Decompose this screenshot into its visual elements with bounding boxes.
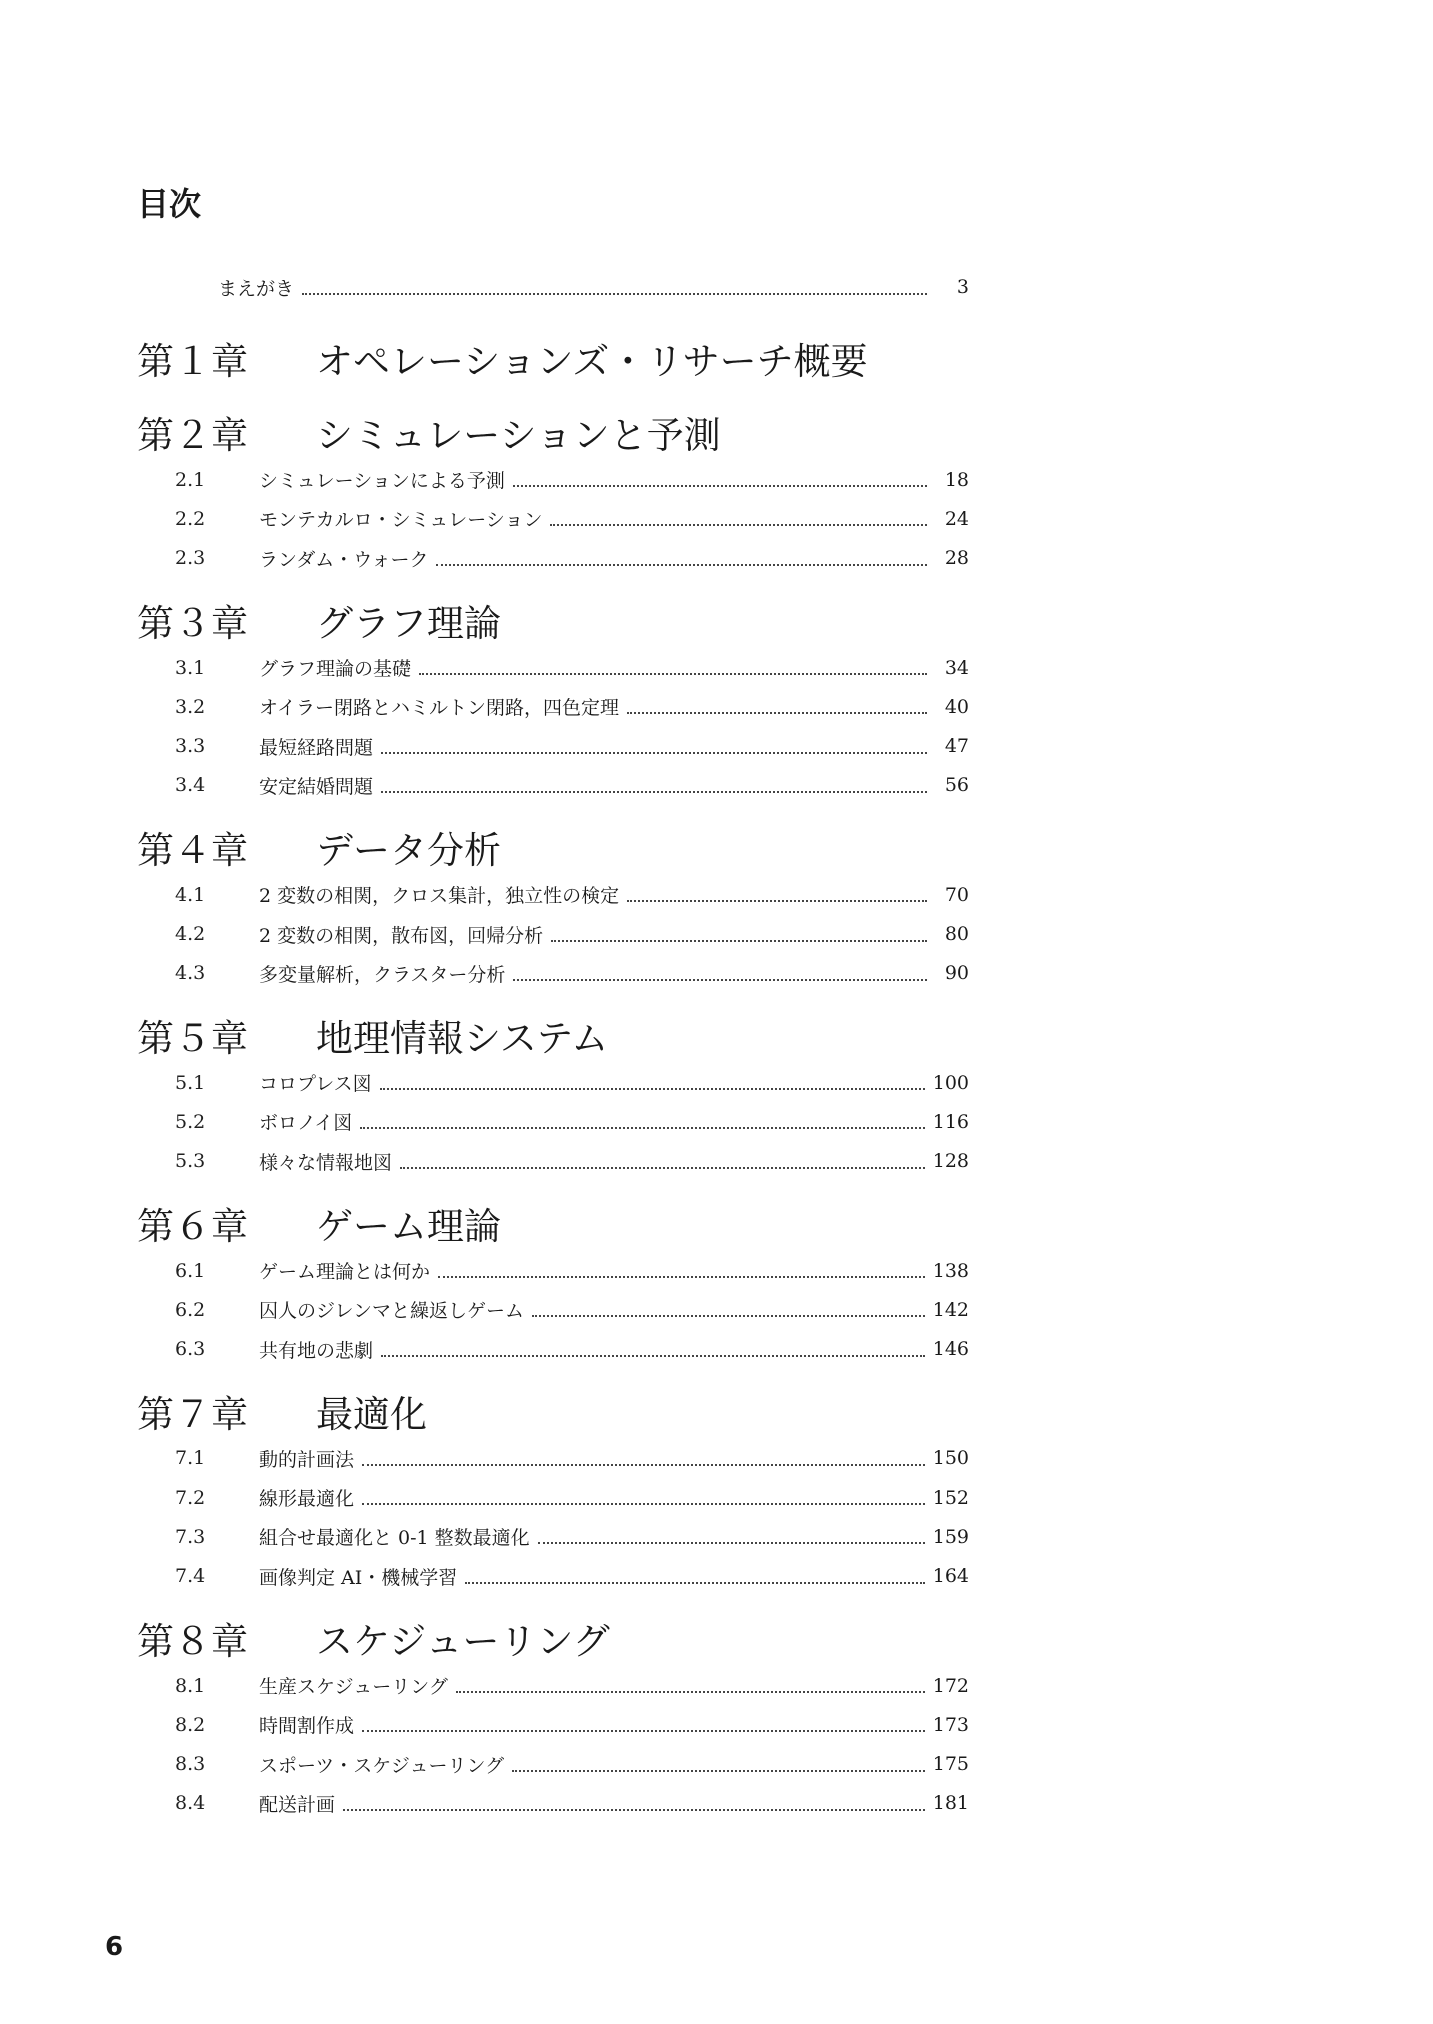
section-number: 5.2 [175,1110,206,1133]
chapter-block [137,1195,969,1369]
chapter-block [137,819,969,993]
section-number: 2.3 [175,547,206,570]
dot-leader [551,939,927,942]
section-number: 2.2 [175,507,206,530]
page-number: 28 [944,547,969,570]
chapter-heading[interactable] [137,1007,969,1063]
page-number: 47 [944,735,969,758]
section-title: 組合せ最適化と 0-1 整数最適化 [259,1527,530,1550]
toc-section-entry[interactable] [137,914,969,953]
section-title: ランダム・ウォーク [259,548,429,571]
section-number: 8.2 [175,1713,206,1736]
page-number: 159 [932,1525,969,1548]
toc-section-entry[interactable] [137,1063,969,1102]
page-number: 40 [944,695,969,718]
chapter-heading[interactable] [137,592,969,648]
section-title: ゲーム理論とは何か [259,1261,431,1283]
section-title: オイラー閉路とハミルトン閉路，四色定理 [259,697,620,720]
section-number: 7.1 [175,1447,206,1470]
page-number: 18 [944,468,969,491]
toc-section-entry[interactable] [137,499,969,538]
section-number: 2.1 [175,468,206,491]
dot-leader [400,1166,925,1169]
dot-leader [512,1769,925,1772]
section-number: 3.4 [175,774,206,797]
chapter-title: ゲーム理論 [316,1204,501,1248]
section-title: 生産スケジューリング [259,1676,448,1699]
section-title: 共有地の悲劇 [259,1339,374,1362]
chapter-number: 第５章 [137,1016,248,1060]
section-number: 8.4 [175,1792,206,1815]
section-number: 4.2 [175,923,206,946]
toc-section-entry[interactable] [137,726,969,765]
toc-section-entry[interactable] [137,1290,969,1329]
page-number: 80 [944,923,969,946]
chapter-title: データ分析 [316,829,501,873]
page-number: 56 [944,774,969,797]
toc-section-entry[interactable] [137,1439,969,1478]
page-number: 175 [932,1753,969,1776]
toc-section-entry[interactable] [137,539,969,578]
chapter-block [137,1610,969,1823]
page-number: 34 [944,656,969,679]
section-number: 5.3 [175,1150,206,1173]
section-number: 7.2 [175,1486,206,1509]
page-number: 116 [932,1110,969,1133]
dot-leader [381,1354,925,1357]
section-number: 4.1 [175,883,206,906]
section-title: 線形最適化 [259,1488,355,1511]
page-number: 138 [932,1259,969,1282]
section-number: 6.2 [175,1298,206,1321]
toc-section-entry[interactable] [137,1745,969,1784]
page-number: 90 [944,962,969,985]
chapter-heading[interactable] [137,330,969,386]
dot-leader [456,1690,925,1693]
chapter-title: 地理情報システム [316,1016,609,1060]
toc-section-entry[interactable] [137,1102,969,1141]
page-number: 181 [932,1792,969,1815]
toc-section-entry[interactable] [137,1251,969,1290]
dot-leader [380,1087,925,1090]
section-title: モンテカルロ・シミュレーション [259,509,543,532]
toc-section-entry[interactable] [137,1517,969,1556]
dot-leader [513,978,927,981]
section-title: スポーツ・スケジューリング [259,1754,505,1777]
dot-leader [532,1314,925,1317]
section-title: ボロノイ図 [259,1112,353,1135]
toc-section-entry[interactable] [137,954,969,993]
toc-section-entry[interactable] [137,766,969,805]
page-number: 100 [932,1071,969,1094]
toc-section-entry[interactable] [137,687,969,726]
chapter-number: 第８章 [137,1619,248,1663]
dot-leader [360,1126,924,1129]
section-title: 時間割作成 [259,1715,355,1738]
toc-section-entry[interactable] [137,1478,969,1517]
chapter-heading[interactable] [137,1610,969,1666]
dot-leader [343,1808,925,1811]
chapter-title: スケジューリング [316,1619,610,1663]
chapter-block [137,1007,969,1181]
section-title: 配送計画 [259,1793,336,1816]
section-number: 3.3 [175,735,206,758]
chapter-number: 第２章 [137,414,248,457]
section-number: 6.3 [175,1338,206,1361]
dot-leader [419,672,927,675]
chapter-title: グラフ理論 [316,601,501,645]
section-number: 7.4 [175,1565,206,1588]
dot-leader [465,1581,924,1584]
toc-section-entry[interactable] [137,1666,969,1705]
chapter-heading[interactable] [137,404,969,460]
section-title: 動的計画法 [259,1448,355,1471]
page-number: 24 [944,507,969,530]
toc-section-entry[interactable] [137,1142,969,1181]
page-number: 172 [932,1674,969,1697]
section-number: 3.1 [175,656,206,679]
dot-leader [627,899,927,902]
section-number: 6.1 [175,1259,206,1282]
section-title: グラフ理論の基礎 [259,658,412,681]
page-number: 128 [932,1150,969,1173]
page-number: 3 [956,276,969,298]
chapter-heading[interactable] [137,1195,969,1251]
page-number: 70 [944,883,969,906]
chapter-title: 最適化 [316,1392,427,1436]
dot-leader [381,751,927,754]
toc-section-entry[interactable] [137,460,969,499]
page-number: 142 [932,1298,969,1321]
chapter-heading[interactable] [137,1383,969,1439]
section-title: 2 変数の相関，クロス集計，独立性の検定 [259,885,620,908]
chapter-number: 第６章 [137,1204,248,1248]
section-title: シミュレーションによる予測 [259,470,505,493]
page-number: 164 [932,1565,969,1588]
dot-leader [627,711,927,714]
section-number: 3.2 [175,695,206,718]
chapter-number: 第４章 [137,829,248,873]
section-title: 安定結婚問題 [259,775,374,798]
section-title: まえがき [218,277,295,300]
section-title: 最短経路問題 [259,736,374,759]
chapter-title: オペレーションズ・リサーチ概要 [316,340,868,383]
section-title: 様々な情報地図 [259,1151,393,1174]
chapter-number: 第７章 [137,1392,248,1436]
page-number: 150 [932,1447,969,1470]
chapter-number: 第１章 [137,340,248,383]
chapter-block [137,1383,969,1596]
dot-leader [436,563,927,566]
toc-section-entry[interactable] [137,1705,969,1744]
section-title: コロプレス図 [259,1073,372,1096]
table-of-contents [137,330,969,1837]
dot-leader [381,790,927,793]
section-number: 5.1 [175,1071,206,1094]
section-title: 画像判定 AI・機械学習 [259,1566,458,1589]
chapter-heading[interactable] [137,819,969,875]
toc-section-entry[interactable] [137,1557,969,1596]
chapter-block [137,404,969,578]
dot-leader [362,1463,925,1466]
page-number: 146 [932,1338,969,1361]
dot-leader [438,1275,925,1278]
dot-leader [302,292,927,295]
section-title: 多変量解析，クラスター分析 [259,963,506,986]
section-title: 囚人のジレンマと繰返しゲーム [259,1300,525,1323]
chapter-title: シミュレーションと予測 [316,414,721,457]
section-number: 8.3 [175,1753,206,1776]
dot-leader [513,484,927,487]
chapter-block [137,592,969,805]
toc-entry-preface[interactable] [218,270,969,304]
dot-leader [362,1729,925,1732]
page-number: 152 [932,1486,969,1509]
chapter-block [137,330,969,386]
section-number: 8.1 [175,1674,206,1697]
chapter-number: 第３章 [137,601,248,645]
dot-leader [550,523,927,526]
toc-section-entry[interactable] [137,1329,969,1368]
toc-section-entry[interactable] [137,648,969,687]
section-number: 7.3 [175,1525,206,1548]
section-title: 2 変数の相関，散布図，回帰分析 [259,924,544,947]
section-number: 4.3 [175,962,206,985]
toc-section-entry[interactable] [137,1784,969,1823]
dot-leader [538,1541,925,1544]
folio-page-number: 6 [105,1932,124,1962]
page-title: 目次 [137,185,202,223]
page-number: 173 [932,1713,969,1736]
toc-section-entry[interactable] [137,875,969,914]
dot-leader [362,1502,925,1505]
